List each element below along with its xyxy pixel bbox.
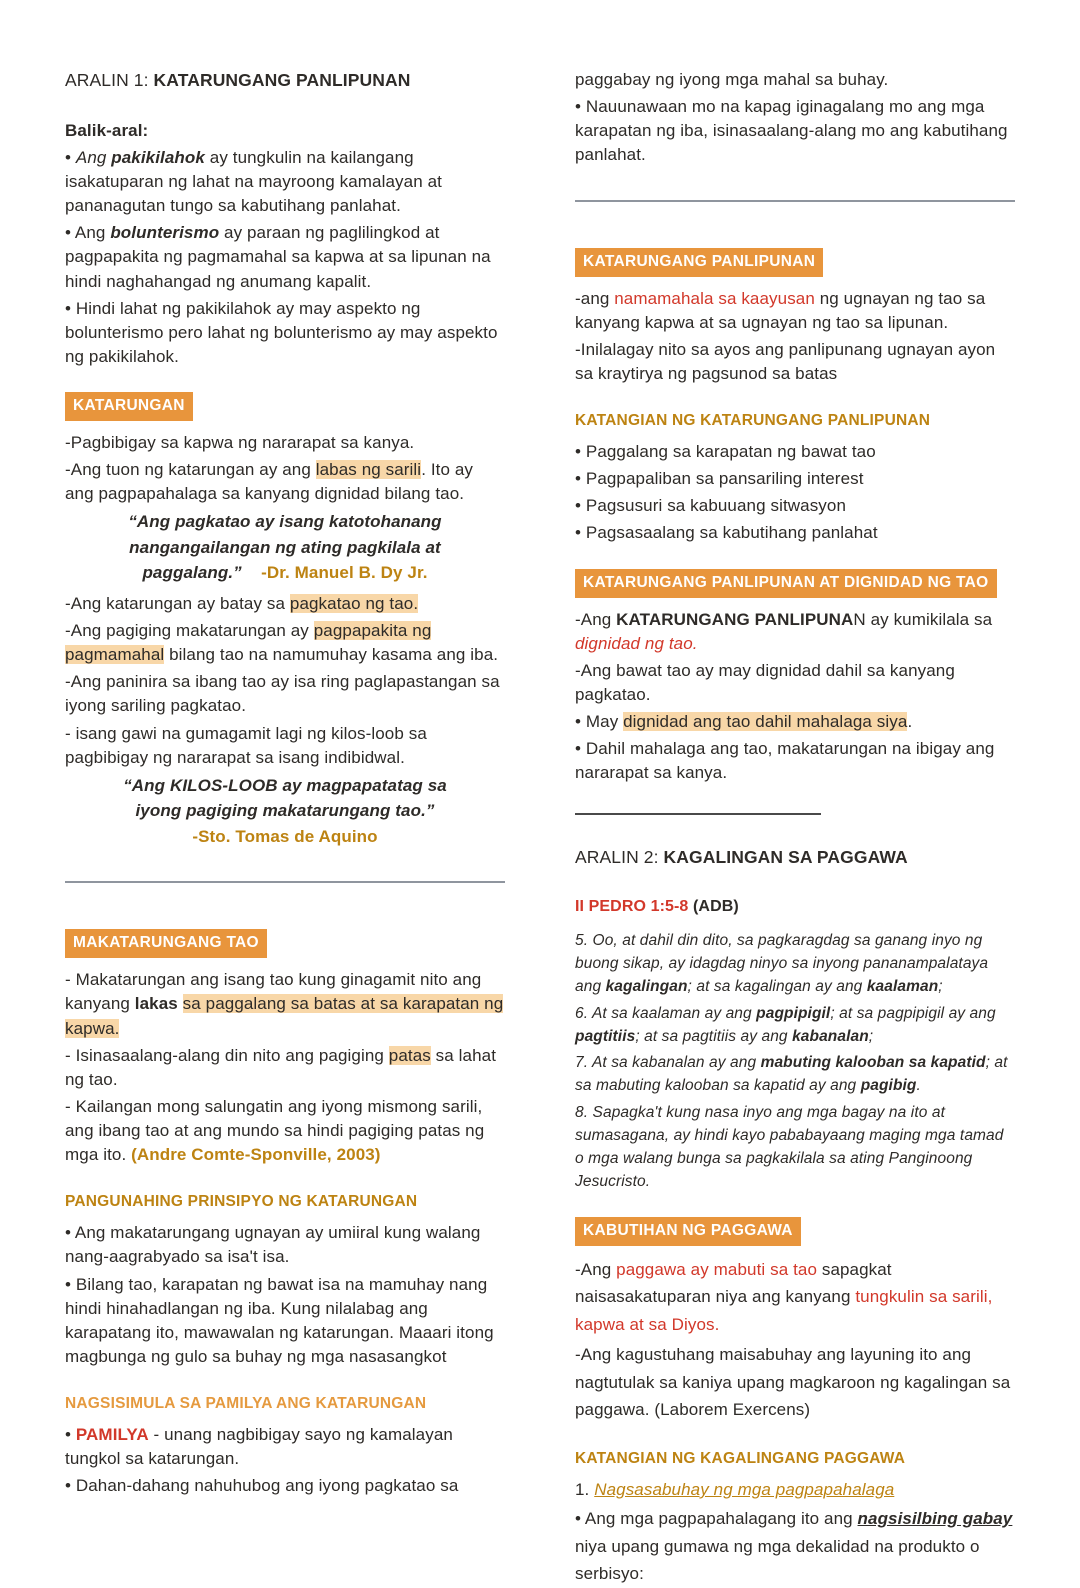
text-segment: -Ang bawat tao ay may dignidad dahil sa kanyang pagkatao. — [575, 660, 955, 704]
text-segment: • Pagpapaliban sa pansariling interest — [575, 469, 864, 489]
text-segment: sapagkat naisasakatuparan niya ang kanyang — [575, 1259, 892, 1307]
paragraph — [575, 1002, 1015, 1049]
text-segment: pagpapakita ng pagmamahal — [65, 621, 432, 665]
text-segment: sa paggalang sa batas at sa karapatan ng kapwa. — [65, 994, 504, 1038]
text-segment: - isang gawi na gumagamit lagi ng kilos-loob sa pagbibigay ng nararapat sa isang indibidwal. — [65, 723, 427, 767]
text-segment: -Dr. Manuel B. Dy Jr. — [241, 563, 428, 583]
text-segment: sa lahat ng tao. — [65, 1045, 497, 1089]
section-box-heading: KATARUNGAN — [65, 392, 193, 421]
text-segment: pagtitiis — [575, 1027, 636, 1045]
paragraph — [575, 68, 1015, 92]
text-segment: • Paggalang sa karapatan ng bawat tao — [575, 442, 876, 461]
text-segment: namamahala sa kaayusan — [614, 288, 815, 308]
paragraph — [575, 1101, 1015, 1194]
text-segment: Nagsasabuhay ng mga pagpapahalaga — [594, 1479, 895, 1499]
text-segment: pagkatao ng tao. — [289, 593, 419, 613]
text-segment: • Nauunawaan mo na kapag iginagalang mo ang mga karapatan ng iba, isinasaalang-alang mo ang kabutihang panlahat. — [575, 97, 1008, 165]
text-segment: • — [65, 1425, 76, 1445]
text-segment: KATARUNGANG PANLIPUNAN — [153, 70, 411, 90]
paragraph — [65, 221, 505, 293]
scripture-reference — [575, 896, 1015, 919]
paragraph — [65, 1423, 505, 1471]
paragraph — [575, 1505, 1015, 1588]
paragraph — [65, 968, 505, 1040]
paragraph — [65, 1044, 505, 1092]
text-segment: nagsisilbing gabay — [857, 1509, 1013, 1528]
paragraph — [575, 521, 1015, 545]
paragraph — [575, 440, 1015, 464]
text-segment: KATARUNGANG PANLIPUNA — [616, 609, 854, 629]
section-heading: KATANGIAN NG KATARUNGANG PANLIPUNAN — [575, 412, 931, 429]
text-segment: KAGALINGAN SA PAGGAWA — [663, 847, 908, 868]
section-heading: PANGUNAHING PRINSIPYO NG KATARUNGAN — [65, 1193, 418, 1211]
section-box-heading: KATARUNGANG PANLIPUNAN AT DIGNIDAD NG TAO — [575, 569, 997, 598]
text-segment: -Ang pagiging makatarungan ay — [65, 621, 314, 641]
section-divider — [575, 813, 821, 815]
section-box-heading: KATARUNGANG PANLIPUNAN — [575, 248, 823, 277]
paragraph — [65, 1095, 505, 1167]
paragraph — [575, 1341, 1015, 1424]
text-segment: • Pagsusuri sa kabuuang sitwasyon — [575, 496, 847, 516]
text-segment: 8. Sapagka't kung nasa inyo ang mga bagay na ito at sumasagana, ay hindi kayo pababayaang maging mga tamad o mga walang bunga sa pagkakilala sa ating Panginoong Jesucristo. — [575, 1103, 1004, 1191]
section-box-heading: MAKATARUNGANG TAO — [65, 929, 267, 958]
paragraph — [65, 1221, 505, 1269]
paragraph — [575, 710, 1015, 734]
text-segment: lakas — [134, 994, 178, 1014]
paragraph — [575, 95, 1015, 167]
paragraph — [575, 1256, 1015, 1339]
text-segment: ARALIN 2: — [575, 847, 664, 868]
lesson-1-title — [65, 68, 505, 93]
text-segment: Ang — [75, 147, 112, 167]
text-segment: dignidad ang tao dahil mahalaga siya — [623, 712, 908, 731]
text-segment: ng ugnayan ng tao sa kanyang kapwa at sa ugnayan ng tao sa lipunan. — [575, 288, 986, 332]
text-segment: ; — [938, 978, 943, 996]
text-segment: ; at sa kagalingan ay ang — [687, 978, 867, 996]
text-segment: • Bilang tao, karapatan ng bawat isa na mamuhay nang hindi hinahadlangan ng iba. Kung nilalabag ang karapatang ito, mawawalan ng katarungan. Maaari itong magbunga ng gulo sa buhay ng mga nasasangkot — [65, 1274, 494, 1366]
paragraph — [65, 592, 505, 616]
text-segment: -Ang tuon ng katarungan ay ang — [65, 460, 316, 480]
text-segment: ARALIN 1: — [65, 70, 154, 90]
section-heading: NAGSISIMULA SA PAMILYA ANG KATARUNGAN — [65, 1395, 427, 1413]
text-segment: ; at sa pagpipigil ay ang — [830, 1004, 996, 1022]
text-segment: labas ng sarili — [315, 460, 422, 480]
text-segment: -Inilalagay nito sa ayos ang panlipunang ugnayan ayon sa kraytirya ng pagsunod sa batas — [575, 339, 996, 383]
text-segment: bilang tao na namumuhay kasama ang iba. — [164, 645, 499, 665]
text-segment: ; at sa pagtitiis ay ang — [635, 1027, 793, 1045]
text-segment: N ay kumikilala sa — [853, 609, 993, 629]
text-segment: Balik-aral: — [65, 120, 149, 140]
text-segment: niya upang gumawa ng mga dekalidad na produkto o serbisyo: — [575, 1536, 980, 1584]
text-segment: -Sto. Tomas de Aquino — [192, 826, 378, 846]
text-segment: bolunterismo — [110, 223, 220, 243]
paragraph — [575, 1051, 1015, 1098]
paragraph — [575, 659, 1015, 707]
text-segment: - unang nagbibigay sayo ng kamalayan tungkol sa katarungan. — [65, 1425, 453, 1469]
paragraph — [65, 670, 505, 718]
balik-aral-label — [65, 119, 505, 143]
text-segment: • — [65, 147, 76, 167]
text-segment: PAMILYA — [75, 1425, 149, 1445]
text-segment: • Dahil mahalaga ang tao, makatarungan na ibigay ang nararapat sa kanya. — [575, 739, 995, 783]
text-segment: -ang — [575, 288, 615, 308]
text-segment: • Ang mga pagpapahalagang ito ang — [575, 1509, 858, 1528]
text-segment: 1. — [575, 1479, 595, 1499]
paragraph — [65, 458, 505, 506]
text-segment: 6. At sa kaalaman ay ang — [575, 1004, 757, 1022]
paragraph — [65, 297, 505, 369]
quote-block — [65, 773, 505, 850]
text-segment: -Ang kagustuhang maisabuhay ang layuning ito ang nagtutulak sa kaniya upang magkaroon ng kagalingan sa paggawa. (Laborem Exercens) — [575, 1345, 1011, 1420]
text-segment: • May — [575, 712, 624, 731]
paragraph — [575, 608, 1015, 656]
paragraph — [65, 619, 505, 667]
paragraph — [65, 146, 505, 218]
lesson-2-title — [575, 845, 1015, 870]
paragraph — [575, 929, 1015, 999]
section-box-heading: KABUTIHAN NG PAGGAWA — [575, 1217, 801, 1246]
text-segment: -Ang paninira sa ibang tao ay isa ring paglapastangan sa iyong sariling pagkatao. — [65, 672, 500, 716]
text-segment: . — [916, 1077, 921, 1095]
paragraph — [575, 494, 1015, 518]
paragraph — [575, 737, 1015, 785]
text-segment: “Ang pagkatao ay isang katotohanang nangangailangan ng ating pagkilala at paggalang.” — [128, 512, 442, 583]
text-segment: • Ang makatarungang ugnayan ay umiiral kung walang nang-aagrabyado sa isa't isa. — [65, 1223, 481, 1267]
text-segment: (ADB) — [692, 898, 739, 916]
text-segment: ay paraan ng paglilingkod at pagpapakita ng pagmamahal sa kapwa at sa lipunan na hindi naghahangad ng anumang kapalit. — [65, 223, 491, 291]
text-segment: - Isinasaalang-alang din nito ang pagiging — [65, 1045, 389, 1065]
text-segment — [178, 994, 183, 1013]
column-right — [575, 68, 1015, 1584]
text-segment: kabanalan — [792, 1027, 869, 1045]
text-segment: dignidad ng tao. — [575, 633, 698, 653]
quote-block — [65, 509, 505, 586]
section-heading: KATANGIAN NG KAGALINGANG PAGGAWA — [575, 1449, 906, 1467]
text-segment: . — [907, 712, 913, 731]
text-segment: 7. At sa kabanalan ay ang — [575, 1054, 761, 1072]
text-segment: pagpipigil — [756, 1004, 831, 1022]
text-segment: 5. Oo, at dahil din dito, sa pagkaragdag sa ganang inyo ng buong sikap, ay idagdag ninyo sa inyong pananampalataya ang — [575, 931, 989, 996]
text-segment: paggabay ng iyong mga mahal sa buhay. — [575, 70, 889, 89]
paragraph — [65, 1474, 505, 1498]
text-segment: ; at sa mabuting kalooban sa kapatid ay ang — [575, 1054, 1008, 1095]
text-segment: (Andre Comte-Sponville, 2003) — [131, 1145, 381, 1165]
section-divider — [575, 200, 1015, 202]
text-segment: kagalingan — [605, 978, 688, 996]
section-divider — [65, 881, 505, 883]
text-segment: • Dahan-dahang nahuhubog ang iyong pagkatao sa — [65, 1476, 459, 1496]
text-segment: mabuting kalooban sa kapatid — [760, 1054, 986, 1072]
text-segment: tungkulin sa sarili, kapwa at sa Diyos. — [575, 1287, 993, 1334]
text-segment: -Pagbibigay sa kapwa ng nararapat sa kanya. — [65, 433, 415, 453]
text-segment: - Makatarungan ang isang tao kung ginagamit nito ang kanyang — [65, 970, 482, 1014]
text-segment: patas — [388, 1045, 431, 1065]
column-left — [65, 68, 505, 1496]
text-segment: -Ang — [575, 609, 617, 629]
paragraph — [575, 287, 1015, 335]
paragraph — [575, 338, 1015, 386]
paragraph — [65, 431, 505, 455]
text-segment: • Ang — [65, 223, 111, 243]
text-segment: ; — [868, 1027, 874, 1045]
paragraph — [575, 467, 1015, 491]
text-segment: ay tungkulin na kailangang isakatuparan ng lahat na mayroong kamalayan at pananagutan tungo sa kabutihang panlahat. — [65, 147, 442, 216]
text-segment: pagibig — [860, 1077, 917, 1095]
text-segment: • Pagsasaalang sa kabutihang panlahat — [575, 523, 878, 543]
paragraph — [575, 1478, 1015, 1502]
text-segment: pakikilahok — [111, 147, 205, 167]
text-segment: kaalaman — [866, 978, 939, 996]
text-segment: -Ang katarungan ay batay sa — [65, 593, 290, 613]
text-segment: paggawa ay mabuti sa tao — [616, 1259, 818, 1279]
text-segment: - Kailangan mong salungatin ang iyong mismong sarili, ang ibang tao at ang mundo sa hindi pagiging patas ng mga ito. — [65, 1096, 485, 1165]
text-segment: . Ito ay ang pagpapahalaga sa kanyang dignidad bilang tao. — [65, 460, 474, 504]
text-segment: -Ang — [575, 1259, 617, 1279]
text-segment: • Hindi lahat ng pakikilahok ay may aspekto ng bolunterismo pero lahat ng bolunterismo ay may aspekto ng pakikilahok. — [65, 298, 498, 366]
paragraph — [65, 722, 505, 770]
text-segment: II PEDRO 1:5-8 — [575, 898, 693, 916]
text-segment: “Ang KILOS-LOOB ay magpapatatag sa iyong pagiging makatarungang tao.” — [123, 775, 447, 821]
paragraph — [65, 1273, 505, 1370]
